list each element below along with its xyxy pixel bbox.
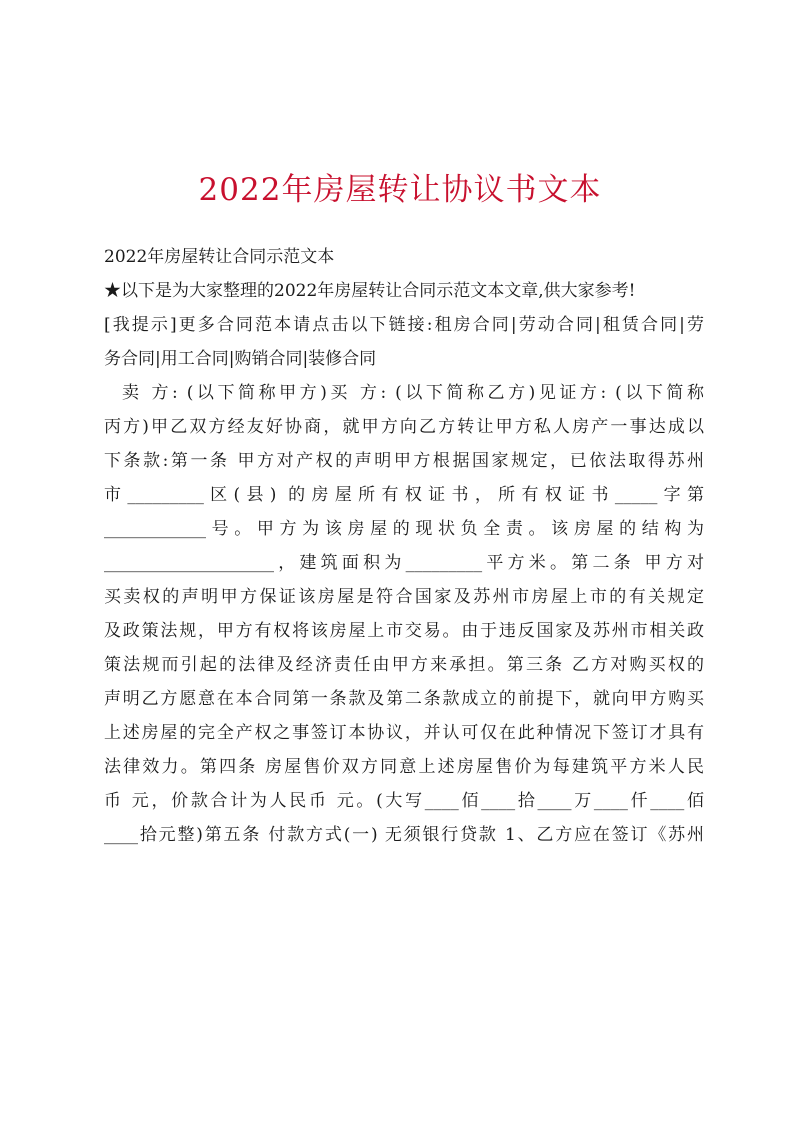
contract-text-line: ____拾元整)第五条 付款方式(一) 无须银行贷款 1、乙方应在签订《苏州 xyxy=(104,825,704,845)
contract-text-line: 策法规而引起的法律及经济责任由甲方来承担。第三条 乙方对购买权的 xyxy=(104,655,704,675)
contract-text-line: 卖 方: (以下简称甲方)买 方: (以下简称乙方)见证方: (以下简称 xyxy=(122,383,704,403)
contract-text-line: 及政策法规，甲方有权将该房屋上市交易。由于违反国家及苏州市相关政 xyxy=(104,621,704,641)
contract-text-line: 下条款:第一条 甲方对产权的声明甲方根据国家规定，已依法取得苏州 xyxy=(104,451,704,471)
links-line: [我提示]更多合同范本请点击以下链接:租房合同|劳动合同|租赁合同|劳 xyxy=(104,315,704,335)
contract-text-line: 买卖权的声明甲方保证该房屋是符合国家及苏州市房屋上市的有关规定 xyxy=(104,587,704,607)
contract-text-line: 声明乙方愿意在本合同第一条款及第二条款成立的前提下，就向甲方购买 xyxy=(104,689,704,709)
contract-text-line: 上述房屋的完全产权之事签订本协议，并认可仅在此种情况下签订才具有 xyxy=(104,723,704,743)
contract-text-line: 法律效力。第四条 房屋售价双方同意上述房屋售价为每建筑平方米人民 xyxy=(104,757,704,777)
contract-text-line: ____________________，建筑面积为_________平方米。第二条 甲方对 xyxy=(104,553,704,573)
document-title: 2022年房屋转让协议书文本 xyxy=(198,172,602,208)
subtitle-line: 2022年房屋转让合同示范文本 xyxy=(104,247,335,267)
contract-text-line: 丙方)甲乙双方经友好协商，就甲方向乙方转让甲方私人房产一事达成以 xyxy=(104,417,704,437)
links-line: 务合同|用工合同|购销合同|装修合同 xyxy=(104,349,377,369)
contract-text-line: 市_________区(县) 的房屋所有权证书，所有权证书_____字第 xyxy=(104,485,704,505)
contract-text-line: 币 元，价款合计为人民币 元。(大写____佰____拾____万____仟____佰 xyxy=(104,791,704,811)
document-body xyxy=(104,240,704,852)
intro-line: ★以下是为大家整理的2022年房屋转让合同示范文本文章,供大家参考! xyxy=(104,281,636,301)
contract-text-line: ____________号。甲方为该房屋的现状负全责。该房屋的结构为 xyxy=(104,519,704,539)
